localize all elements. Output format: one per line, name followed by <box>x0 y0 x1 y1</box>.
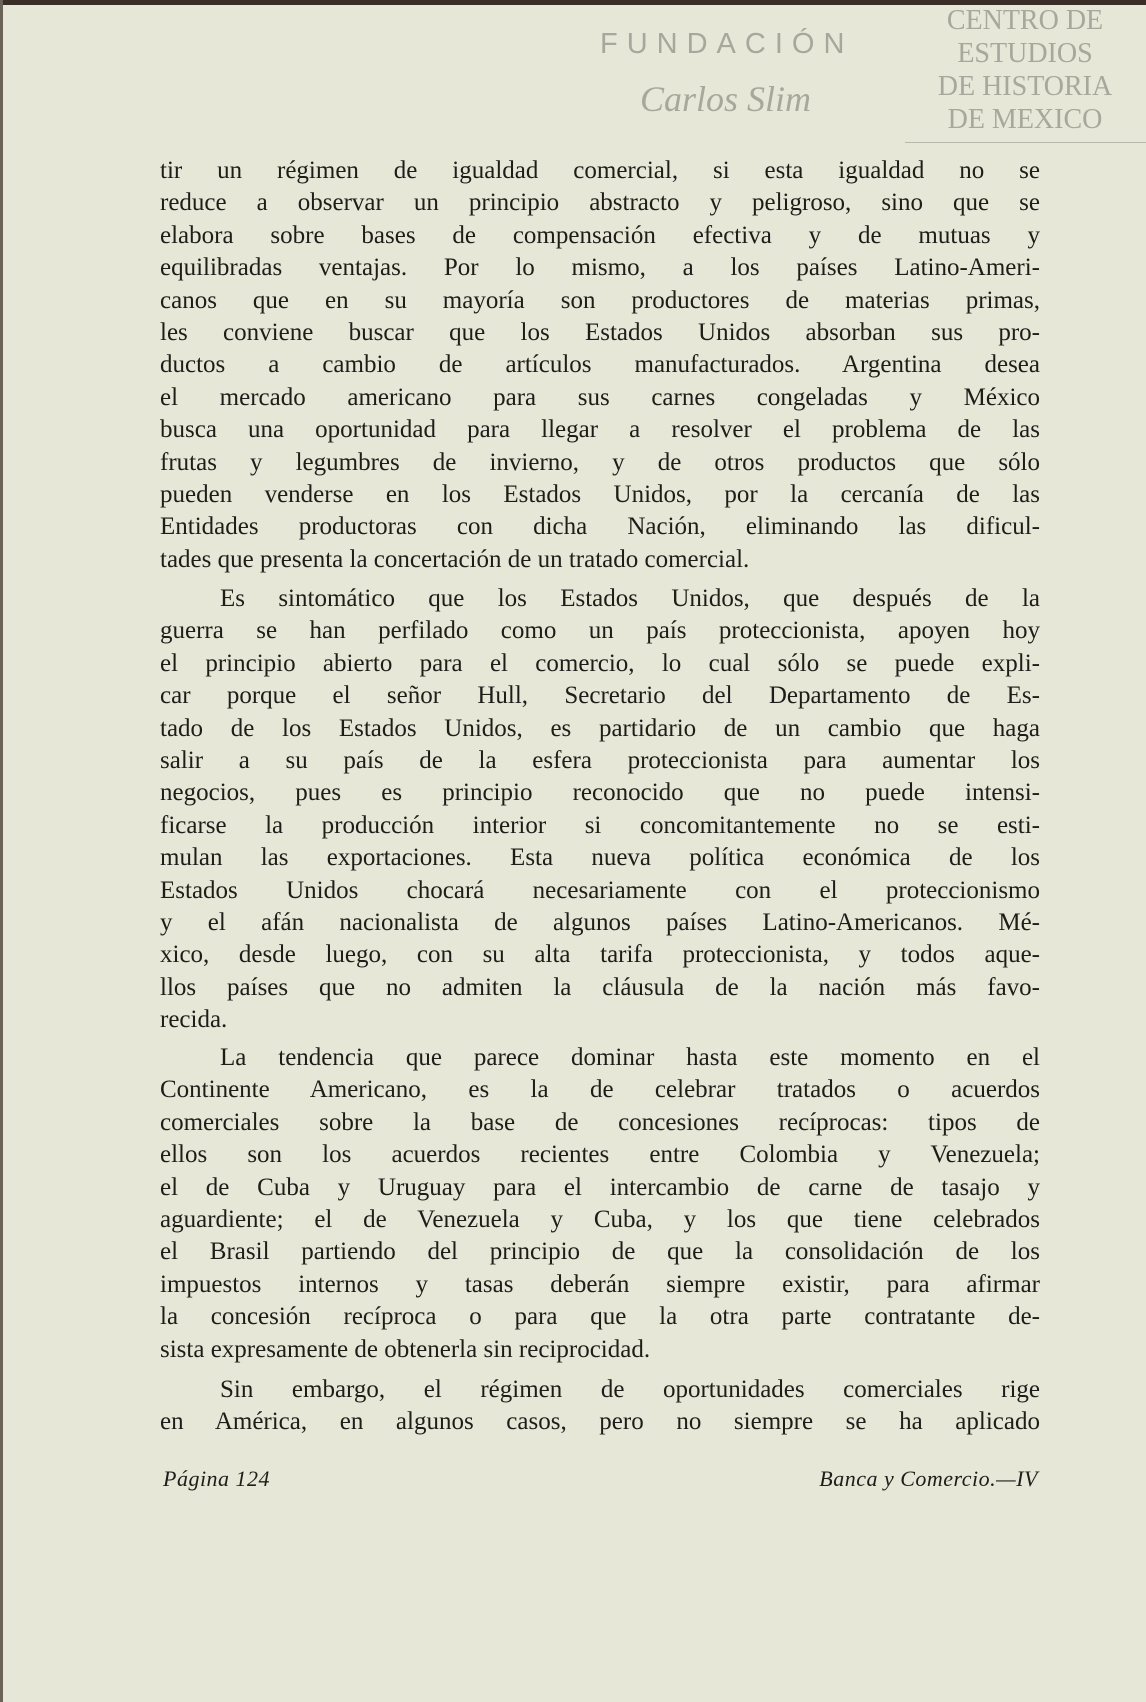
text-line: el principio abierto para el comercio, lo cual sólo se puede expli- <box>160 649 1040 677</box>
text-line: ellos son los acuerdos recientes entre Colombia y Venezuela; <box>160 1141 1040 1169</box>
running-footer-title: Banca y Comercio.—IV <box>819 1466 1038 1491</box>
text-line: el mercado americano para sus carnes congeladas y México <box>160 383 1040 411</box>
watermark-line: DE MEXICO <box>947 104 1103 135</box>
text-line: reduce a observar un principio abstracto y peligroso, sino que se <box>160 189 1040 217</box>
watermark-divider <box>905 142 1146 143</box>
text-line: comerciales sobre la base de concesiones recíprocas: tipos de <box>160 1108 1040 1136</box>
text-line: y el afán nacionalista de algunos países Latino-Americanos. Mé- <box>160 908 1040 936</box>
text-line: el Brasil partiendo del principio de que la consolidación de los <box>160 1238 1040 1266</box>
text-line: impuestos internos y tasas deberán siempre existir, para afirmar <box>160 1270 1040 1298</box>
page-number: Página 124 <box>163 1466 271 1491</box>
paragraph <box>160 1042 1040 1366</box>
text-line: ficarse la producción interior si concomitantemente no se esti- <box>160 811 1040 839</box>
text-line: llos países que no admiten la cláusula de la nación más favo- <box>160 973 1040 1001</box>
text-line: el de Cuba y Uruguay para el intercambio de carne de tasajo y <box>160 1173 1040 1201</box>
text-line: Es sintomático que los Estados Unidos, que después de la <box>220 585 1040 612</box>
text-line: les conviene buscar que los Estados Unidos absorban sus pro- <box>160 318 1040 346</box>
scan-left-edge <box>0 0 3 1702</box>
paragraph <box>160 1374 1040 1439</box>
text-line: tir un régimen de igualdad comercial, si esta igualdad no se <box>160 157 1040 184</box>
text-line: negocios, pues es principio reconocido que no puede intensi- <box>160 779 1040 807</box>
watermark-line: CENTRO DE <box>946 5 1104 36</box>
text-line: en América, en algunos casos, pero no siempre se ha aplicado <box>160 1408 1040 1436</box>
paragraph <box>160 583 1040 1036</box>
text-line: Estados Unidos chocará necesariamente con el proteccionismo <box>160 876 1040 904</box>
text-line: guerra se han perfilado como un país proteccionista, apoyen hoy <box>160 617 1040 645</box>
watermark-fundacion: FUNDACIÓN <box>600 28 854 60</box>
watermark-signature: Carlos Slim <box>640 79 812 119</box>
text-line: tado de los Estados Unidos, es partidario de un cambio que haga <box>160 714 1040 742</box>
text-line: mulan las exportaciones. Esta nueva política económica de los <box>160 844 1040 872</box>
text-line: Continente Americano, es la de celebrar tratados o acuerdos <box>160 1076 1040 1104</box>
text-line: La tendencia que parece dominar hasta este momento en el <box>220 1044 1040 1071</box>
text-line: recida. <box>160 1006 228 1034</box>
text-line: busca una oportunidad para llegar a resolver el problema de las <box>160 416 1040 444</box>
watermark-line: DE HISTORIA <box>937 71 1113 102</box>
watermark-line: ESTUDIOS <box>957 38 1093 69</box>
text-line: Sin embargo, el régimen de oportunidades comerciales rige <box>220 1376 1040 1403</box>
text-line: canos que en su mayoría son productores de materias primas, <box>160 286 1040 314</box>
text-line: frutas y legumbres de invierno, y de otros productos que sólo <box>160 448 1040 476</box>
watermark-centro-estudios <box>905 4 1145 136</box>
paragraph <box>160 155 1040 576</box>
text-line: car porque el señor Hull, Secretario del Departamento de Es- <box>160 682 1040 710</box>
text-line: aguardiente; el de Venezuela y Cuba, y los que tiene celebrados <box>160 1205 1040 1233</box>
text-line: ductos a cambio de artículos manufacturados. Argentina desea <box>160 351 1040 379</box>
text-line: sista expresamente de obtenerla sin reciprocidad. <box>160 1335 651 1363</box>
text-line: tades que presenta la concertación de un tratado comercial. <box>160 545 750 573</box>
text-line: salir a su país de la esfera proteccionista para aumentar los <box>160 746 1040 774</box>
text-line: la concesión recíproca o para que la otra parte contratante de- <box>160 1303 1040 1331</box>
text-line: Entidades productoras con dicha Nación, eliminando las dificul- <box>160 513 1040 541</box>
text-line: elabora sobre bases de compensación efectiva y de mutuas y <box>160 221 1040 249</box>
text-line: xico, desde luego, con su alta tarifa proteccionista, y todos aque- <box>160 941 1040 969</box>
text-line: pueden venderse en los Estados Unidos, por la cercanía de las <box>160 480 1040 508</box>
text-line: equilibradas ventajas. Por lo mismo, a los países Latino-Ameri- <box>160 254 1040 282</box>
